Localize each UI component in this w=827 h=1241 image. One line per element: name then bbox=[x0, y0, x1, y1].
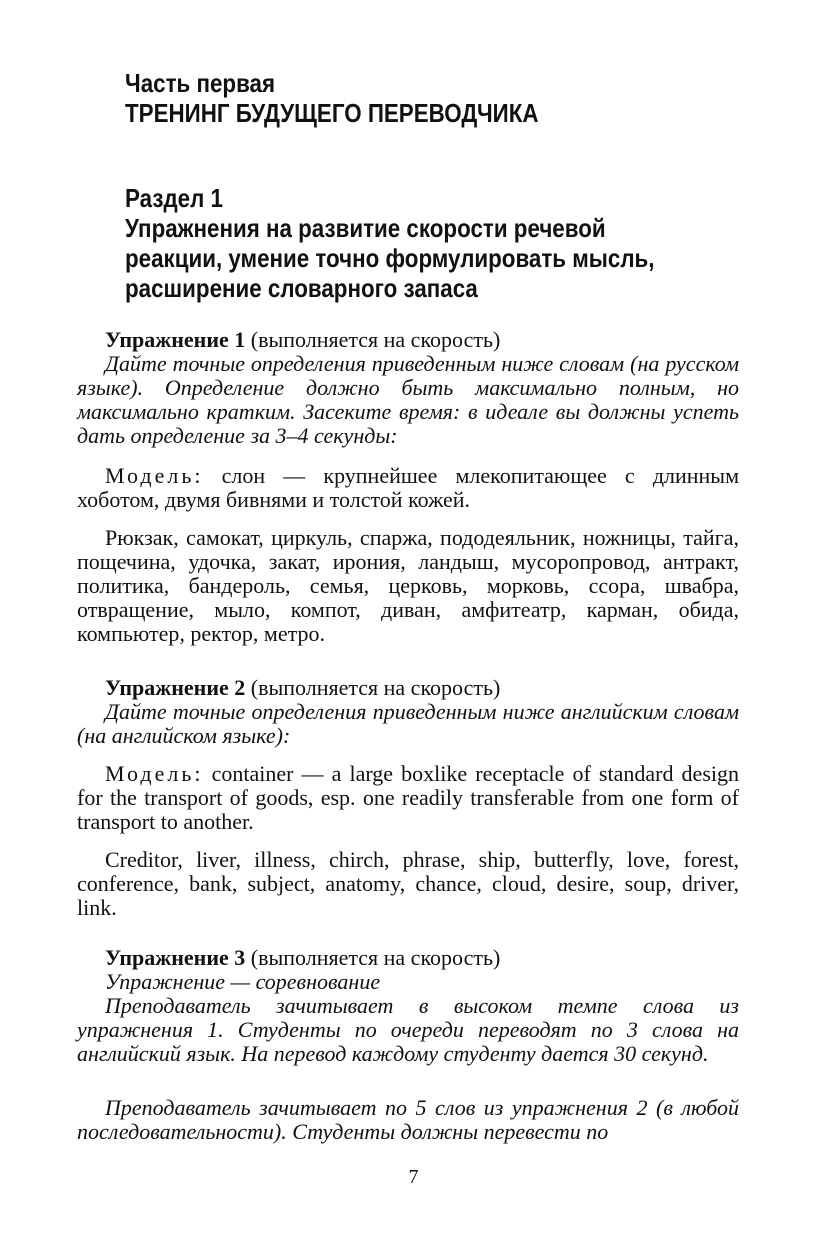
exercise-3-task: Преподаватель зачитывает в высоком темпе слова из упражнения 1. Студенты по очереди переводят по 3 слова на английский язык. На перевод каждому студенту дается 30 секунд. bbox=[77, 993, 739, 1066]
part-label: Часть первая bbox=[125, 68, 276, 98]
exercise-1-model bbox=[77, 464, 739, 512]
exercise-1-header bbox=[77, 328, 739, 352]
exercise-3-header bbox=[77, 946, 739, 970]
exercise-1-words: Рюкзак, самокат, циркуль, спаржа, пододеяльник, ножницы, тайга, пощечина, удочка, закат, ирония, ландыш, мусоропровод, антракт, политика, бандероль, семья, церковь, морковь, ссора, швабра, отвращение, мыло, компот, диван, амфитеатр, карман, обида, компьютер, ректор, метро. bbox=[77, 525, 739, 646]
exercise-2-title: Упражнение 2 bbox=[105, 675, 246, 700]
part-heading bbox=[125, 68, 675, 128]
model-text: container — a large boxlike receptacle of standard design for the transport of goods, esp. one readily transferable from one form of transport to another. bbox=[77, 761, 739, 834]
exercise-2-task: Дайте точные определения приведенным ниже английским словам (на английском языке): bbox=[77, 699, 739, 748]
section-heading bbox=[125, 183, 675, 303]
section-title-line: расширение словарного запаса bbox=[125, 273, 478, 303]
exercise-3-title: Упражнение 3 bbox=[105, 945, 246, 970]
exercise-2-words: Creditor, liver, illness, chirch, phrase, ship, butterfly, love, forest, conference, bank, subject, anatomy, chance, cloud, desire, soup, driver, link. bbox=[77, 847, 739, 920]
exercise-3-note: (выполняется на скорость) bbox=[250, 945, 501, 970]
exercise-2-header bbox=[77, 676, 739, 700]
exercise-2-note: (выполняется на скорость) bbox=[250, 675, 501, 700]
model-text: слон — крупнейшее млекопитающее с длинным хоботом, двумя бивнями и толстой кожей. bbox=[77, 463, 740, 512]
exercise-1-note: (выполняется на скорость) bbox=[250, 327, 501, 352]
part-title: ТРЕНИНГ БУДУЩЕГО ПЕРЕВОДЧИКА bbox=[125, 98, 539, 128]
exercise-3-task-continued: Преподаватель зачитывает по 5 слов из упражнения 2 (в любой последовательности). Студенты должны перевести по bbox=[77, 1095, 739, 1144]
model-label: Модель: bbox=[105, 761, 204, 786]
section-title-line: реакции, умение точно формулировать мысль, bbox=[125, 243, 655, 273]
exercise-2-model bbox=[77, 762, 739, 834]
exercise-1-task: Дайте точные определения приведенным ниже словам (на русском языке). Определение должно быть максимально полным, но максимально кратким. Засеките время: в идеале вы должны успеть дать определение за 3–4 секунды: bbox=[77, 351, 739, 448]
model-label: Модель: bbox=[105, 463, 204, 488]
section-label: Раздел 1 bbox=[125, 183, 223, 213]
section-title-line: Упражнения на развитие скорости речевой bbox=[125, 213, 606, 243]
page-number: 7 bbox=[408, 1166, 419, 1188]
exercise-3-subtitle: Упражнение — соревнование bbox=[105, 969, 381, 994]
exercise-1-title: Упражнение 1 bbox=[105, 327, 246, 352]
